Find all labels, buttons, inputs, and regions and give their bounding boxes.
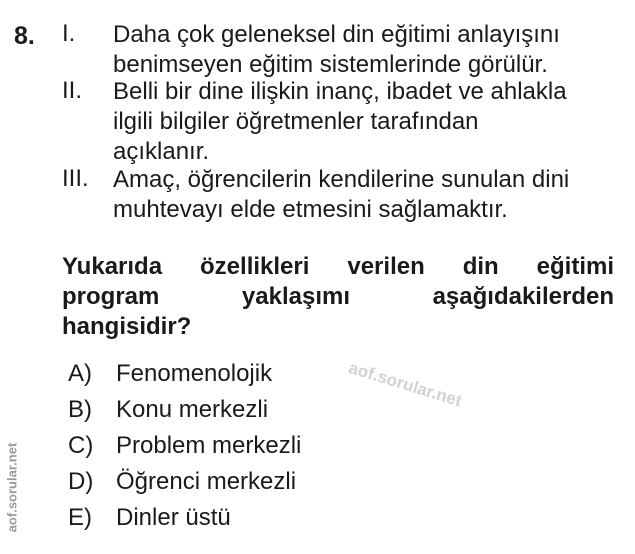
option-letter: E) bbox=[68, 504, 92, 531]
option-letter: D) bbox=[68, 468, 94, 495]
option-b[interactable] bbox=[68, 396, 468, 428]
watermark-side: aof.sorular.net bbox=[4, 442, 20, 533]
statement-line: ilgili bilgiler öğretmenler tarafından bbox=[113, 108, 479, 135]
statement-line: benimseyen eğitim sistemlerinde görülür. bbox=[113, 51, 548, 78]
option-text: Konu merkezli bbox=[116, 396, 269, 423]
option-letter: B) bbox=[68, 396, 92, 423]
statement-roman: II. bbox=[62, 77, 83, 104]
statement-line: Amaç, öğrencilerin kendilerine sunulan dini bbox=[113, 166, 570, 193]
question-number: 8. bbox=[14, 22, 35, 50]
option-d[interactable] bbox=[68, 468, 468, 500]
option-text: Fenomenolojik bbox=[116, 360, 273, 387]
statement-line: muhtevayı elde etmesini sağlamaktır. bbox=[113, 196, 508, 223]
question-prompt bbox=[62, 252, 614, 342]
option-letter: A) bbox=[68, 360, 92, 387]
option-text: Öğrenci merkezli bbox=[116, 468, 297, 495]
option-e[interactable] bbox=[68, 504, 468, 536]
prompt-line: program yaklaşımı aşağıdakilerden bbox=[62, 283, 614, 310]
option-text: Problem merkezli bbox=[116, 432, 302, 459]
statement-line: Daha çok geleneksel din eğitimi anlayışını bbox=[113, 21, 560, 48]
option-c[interactable] bbox=[68, 432, 468, 464]
statement-roman: I. bbox=[62, 20, 76, 47]
option-text: Dinler üstü bbox=[116, 504, 231, 531]
statement-line: açıklanır. bbox=[113, 138, 210, 165]
prompt-line: hangisidir? bbox=[62, 313, 192, 340]
option-letter: C) bbox=[68, 432, 94, 459]
prompt-line: Yukarıda özellikleri verilen din eğitimi bbox=[62, 253, 614, 280]
watermark-diagonal: aof.sorular.net bbox=[346, 358, 465, 411]
statement-line: Belli bir dine ilişkin inanç, ibadet ve ahlakla bbox=[113, 78, 567, 105]
statement-roman: III. bbox=[62, 165, 89, 192]
